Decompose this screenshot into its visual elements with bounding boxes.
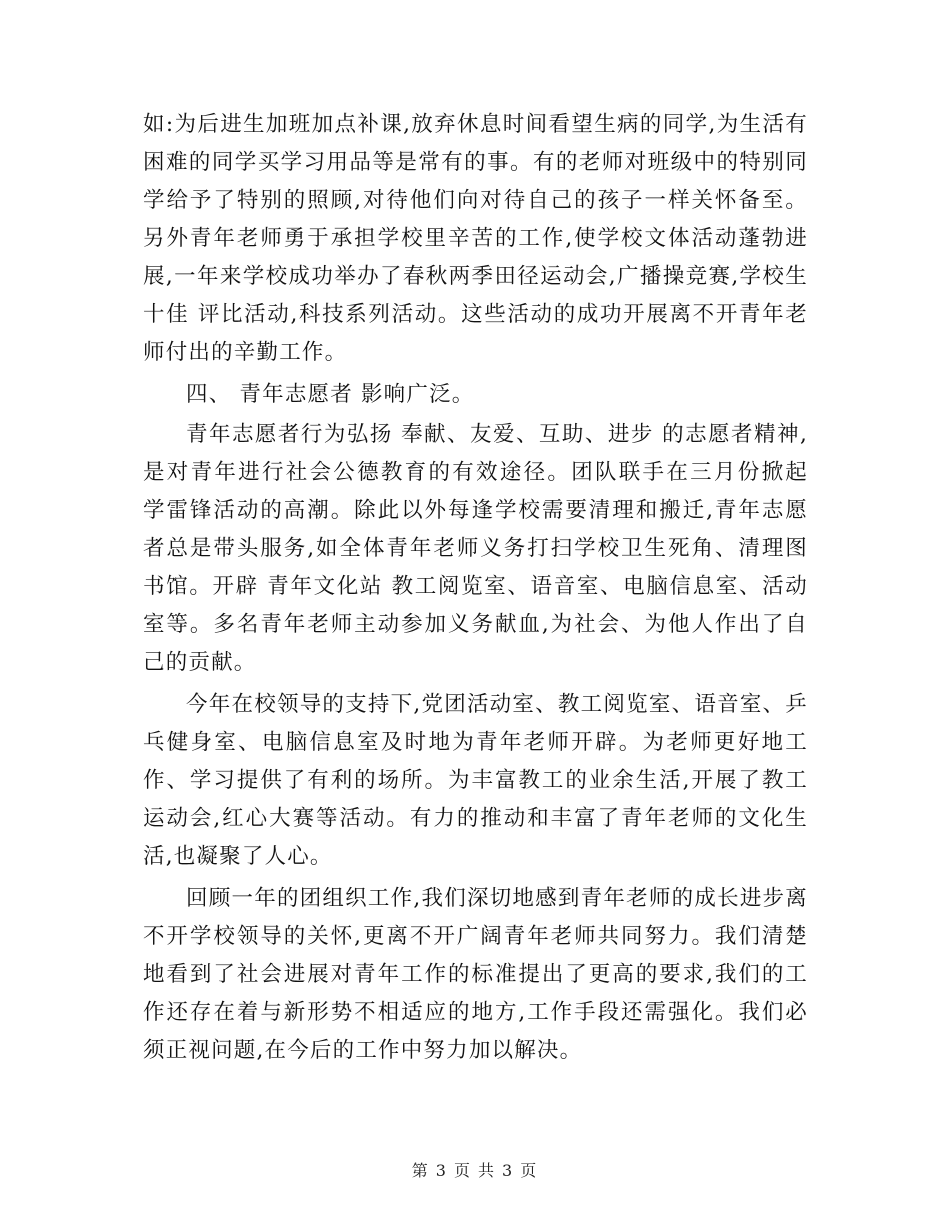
paragraph-review: 回顾一年的团组织工作,我们深切地感到青年老师的成长进步离不开学校领导的关怀,更离不开广阔青年老师共同努力。我们清楚地看到了社会进展对青年工作的标准提出了更高的要求,我们的工作还存在着与新形势不相适应的地方,工作手段还需强化。我们必须正视问题,在今后的工作中努力加以解决。 [143,886,808,1063]
footer-page-word: 页 [453,1161,472,1180]
footer-current-page: 3 [435,1161,448,1180]
document-body [143,106,808,1074]
footer-total-word: 共 [478,1161,497,1180]
footer-total-pages: 3 [502,1161,515,1180]
paragraph-volunteers: 青年志愿者行为弘扬 奉献、友爱、互助、进步 的志愿者精神,是对青年进行社会公德教育的有效途径。团队联手在三月份掀起 学雷锋活动的高潮。除此以外每逢学校需要清理和搬迁,青年志愿者总是带头服务,如全体青年老师义务打扫学校卫生死角、清理图书馆。开辟 青年文化站 教工阅览室、语音室、电脑信息室、活动室等。多名青年老师主动参加义务献血,为社会、为他人作出了自己的贡献。 [143,422,808,675]
section-heading-4: 四、 青年志愿者 影响广泛。 [186,382,475,407]
footer-prefix: 第 [411,1161,430,1180]
paragraph-continuation: 如:为后进生加班加点补课,放弃休息时间看望生病的同学,为生活有困难的同学买学习用品等是常有的事。有的老师对班级中的特别同学给予了特别的照顾,对待他们向对待自己的孩子一样关怀备至。另外青年老师勇于承担学校里辛苦的工作,使学校文体活动蓬勃进展,一年来学校成功举办了春秋两季田径运动会,广播操竞赛,学校生 十佳 评比活动,科技系列活动。这些活动的成功开展离不开青年老师付出的辛勤工作。 [143,112,808,365]
footer-suffix: 页 [520,1161,539,1180]
page-footer [0,1158,950,1181]
paragraph-facilities: 今年在校领导的支持下,党团活动室、教工阅览室、语音室、乒乓健身室、电脑信息室及时地为青年老师开辟。为老师更好地工作、学习提供了有利的场所。为丰富教工的业余生活,开展了教工运动会,红心大赛等活动。有力的推动和丰富了青年老师的文化生活,也凝聚了人心。 [143,692,808,869]
